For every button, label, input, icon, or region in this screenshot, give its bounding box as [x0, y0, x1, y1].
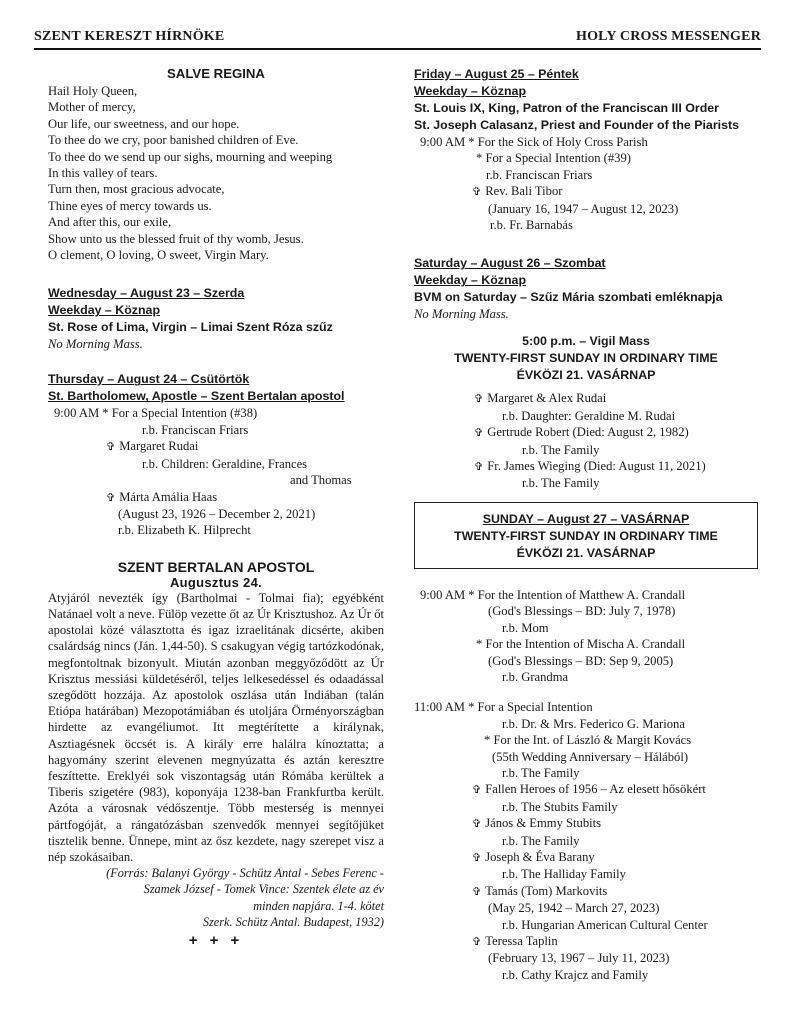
mass-line: r.b. Children: Geraldine, Frances: [142, 456, 308, 471]
salve-line: And after this, our exile,: [48, 215, 172, 230]
sunday-box: [414, 502, 758, 569]
mass-line: r.b. Dr. & Mrs. Federico G. Mariona: [502, 716, 685, 731]
thu-saint: St. Bartholomew, Apostle – Szent Bertalan apostol: [48, 389, 345, 404]
deceased-name: Fr. James Wieging (Died: August 11, 2021): [487, 459, 706, 474]
left-column: [48, 66, 384, 949]
sat-type: Weekday – Köznap: [414, 273, 527, 288]
deceased-name: Gertrude Robert (Died: August 2, 1982): [487, 425, 689, 440]
sun-title: TWENTY-FIRST SUNDAY IN ORDINARY TIME: [454, 528, 718, 543]
bertalan-title: SZENT BERTALAN APOSTOL: [117, 558, 315, 575]
source-line: minden napjára. 1-4. kötet: [253, 898, 384, 913]
sat-date: Saturday – August 26 – Szombat: [414, 256, 606, 271]
mass-line: 11:00 AM * For a Special Intention: [414, 700, 593, 715]
thu-date: Thursday – August 24 – Csütörtök: [48, 372, 250, 387]
mass-line: [414, 424, 758, 441]
cross-icon: ✞: [474, 460, 484, 474]
mass-line: (May 25, 1942 – March 27, 2023): [488, 901, 660, 916]
mass-line: [414, 815, 758, 832]
sun-11am: [414, 699, 758, 983]
fri-date: Friday – August 25 – Péntek: [414, 67, 579, 81]
fri-intentions: [414, 134, 758, 233]
deceased-name: Tamás (Tom) Markovits: [485, 883, 608, 898]
source-line: Szamek József - Tomek Vince: Szentek élete az év: [143, 882, 384, 897]
salve-line: Turn then, most gracious advocate,: [48, 182, 225, 197]
mass-line: 9:00 AM * For the Sick of Holy Cross Parish: [420, 135, 648, 149]
salve-line: Show unto us the blessed fruit of thy womb, Jesus.: [48, 231, 304, 246]
mass-line: r.b. Grandma: [502, 669, 569, 684]
mass-line: r.b. The Family: [502, 765, 580, 780]
salve-line: To thee do we send up our sighs, mourning and weeping: [48, 149, 333, 164]
mass-line: r.b. Hungarian American Cultural Center: [502, 917, 708, 932]
deceased-name: Teressa Taplin: [485, 934, 558, 948]
sun-title-hu: ÉVKÖZI 21. VASÁRNAP: [516, 545, 656, 560]
mass-line: r.b. The Halliday Family: [502, 867, 626, 882]
bertalan-subtitle: Augusztus 24.: [169, 574, 263, 590]
fri-type: Weekday – Köznap: [414, 84, 527, 98]
sat-intentions: [414, 390, 758, 491]
deceased-name: Rev. Bali Tibor: [485, 184, 563, 199]
salve-line: Thine eyes of mercy towards us.: [48, 198, 212, 213]
mass-line: [414, 933, 758, 950]
vigil-title: TWENTY-FIRST SUNDAY IN ORDINARY TIME: [454, 351, 718, 366]
cross-icon: ✞: [472, 817, 482, 831]
salve-line: O clement, O loving, O sweet, Virgin Mary.: [48, 248, 269, 263]
source-line: Szerk. Schütz Antal. Budapest, 1932): [202, 914, 384, 929]
mass-line: * For the Int. of László & Margit Kovács: [484, 733, 692, 748]
mass-line: * For the Intention of Mischa A. Crandall: [476, 637, 686, 652]
deceased-name: Fallen Heroes of 1956 – Az elesett hősökért: [485, 782, 706, 797]
mass-line: [48, 489, 384, 506]
thu-intentions: [48, 405, 384, 538]
right-column: [414, 66, 758, 983]
deceased-name: Margaret & Alex Rudai: [487, 391, 607, 406]
salve-line: Hail Holy Queen,: [48, 84, 138, 98]
salve-line: In this valley of tears.: [48, 166, 158, 181]
mass-line: [414, 183, 758, 200]
mass-line: 9:00 AM * For the Intention of Matthew A. Crandall: [420, 587, 686, 602]
cross-icon: ✞: [472, 850, 482, 864]
fri-saint1: St. Louis IX, King, Patron of the Franciscan III Order: [414, 101, 719, 115]
cross-icon: ✞: [472, 185, 482, 199]
sun-9am: [414, 587, 758, 685]
mass-line: [414, 781, 758, 798]
deceased-name: Joseph & Éva Barany: [485, 849, 595, 864]
mass-line: r.b. Cathy Krajcz and Family: [502, 967, 649, 982]
fri-saint2: St. Joseph Calasanz, Priest and Founder of the Piarists: [414, 118, 739, 132]
wed-saint: St. Rose of Lima, Virgin – Limai Szent Róza szűz: [48, 320, 333, 335]
mass-line: r.b. The Family: [502, 833, 580, 848]
mass-line: * For a Special Intention (#39): [476, 151, 631, 166]
ornament: + + +: [188, 931, 244, 949]
mass-line: [48, 438, 384, 455]
mass-line: (God's Blessings – BD: Sep 9, 2005): [488, 653, 674, 668]
deceased-name: János & Emmy Stubits: [485, 816, 602, 831]
mass-line: r.b. Franciscan Friars: [486, 167, 593, 182]
salve-text: [48, 83, 384, 263]
sat-saint: BVM on Saturday – Szűz Mária szombati emléknapja: [414, 290, 723, 305]
salve-line: To thee do we cry, poor banished children of Eve.: [48, 133, 299, 148]
mass-line: r.b. The Stubits Family: [502, 799, 618, 814]
vigil-time: 5:00 p.m. – Vigil Mass: [522, 334, 650, 349]
cross-icon: ✞: [472, 783, 482, 797]
wed-date: Wednesday – August 23 – Szerda: [48, 286, 245, 301]
cross-icon: ✞: [474, 426, 484, 440]
mass-line: [414, 883, 758, 900]
wed-note: No Morning Mass.: [48, 337, 143, 352]
mass-line: r.b. Daughter: Geraldine M. Rudai: [502, 408, 676, 423]
mass-line: r.b. Mom: [502, 620, 549, 635]
cross-icon: ✞: [106, 490, 116, 504]
sat-note: No Morning Mass.: [414, 307, 509, 322]
salve-title: SALVE REGINA: [167, 66, 265, 81]
mass-line: (January 16, 1947 – August 12, 2023): [488, 201, 679, 216]
mass-line: and Thomas: [290, 473, 352, 488]
header-left: SZENT KERESZT HÍRNÖKE: [34, 29, 225, 44]
mass-line: [414, 390, 758, 407]
mass-line: r.b. The Family: [522, 476, 600, 491]
mass-line: r.b. The Family: [522, 442, 600, 457]
mass-line: (God's Blessings – BD: July 7, 1978): [488, 604, 676, 619]
bertalan-text: Atyjáról nevezték így (Bartholmai - Tolmai fia); egyébként Natánael volt a neve. Fülöp vezette őt az Úr Krisztushoz. Az Úr őt apostolai közé választotta és igaz izraelitának dicsérte, akiben csalárdság nincs (Ján. 1,44-50). S csakugyan végig tartózkodónak, megfontoltnak bizonyult. Miután azonban meggyőződött az Úr Krisztus messiási küldetéséről, teljes lelkesedéssel és odaadással szegődött hozzája. Az apostolok oszlása után Indiában (talán Etiópa határában) Mezopotámiában és utoljára Örményországban hirdette az evangéliumot. Itt megtérítette a királynak, Asztiagésnek öccsét is. A király erre halálra kínoztatta; a hagyomány szerint elevenen megnyúzatta és aztán keresztre feszíttette. Ereklyéi sok viszontagság után Rómába kerültek a Tiberis szigetére (983), koponyája 1238-ban Frankfurtba került. Azóta a városnak védőszentje. Több mesterség is mennyei pártfogóját, a rángatózásban szenvedők mennyei segítőjüket tisztelik benne. Ünnepe, mint az ősz kezdete, nagy szerepet visz a nép szokásaiban.: [48, 590, 384, 864]
wed-type: Weekday – Köznap: [48, 303, 161, 318]
mass-line: (February 13, 1967 – July 11, 2023): [488, 951, 670, 966]
cross-icon: ✞: [106, 440, 116, 454]
mass-line: [414, 458, 758, 475]
sun-date: SUNDAY – August 27 – VASÁRNAP: [482, 511, 690, 526]
vigil-title-hu: ÉVKÖZI 21. VASÁRNAP: [516, 368, 656, 383]
source-line: (Forrás: Balanyi György - Schütz Antal - Sebes Ferenc -: [106, 866, 384, 881]
header-right: HOLY CROSS MESSENGER: [575, 29, 761, 44]
mass-line: 9:00 AM * For a Special Intention (#38): [54, 406, 258, 421]
mass-line: r.b. Franciscan Friars: [142, 422, 249, 437]
mass-line: r.b. Fr. Barnabás: [490, 218, 573, 233]
deceased-name: Margaret Rudai: [119, 439, 199, 454]
page-header: [34, 28, 761, 50]
salve-line: Mother of mercy,: [48, 100, 136, 115]
deceased-name: Márta Amália Haas: [119, 489, 218, 504]
mass-line: (August 23, 1926 – December 2, 2021): [118, 506, 316, 521]
cross-icon: ✞: [474, 392, 484, 406]
cross-icon: ✞: [472, 884, 482, 898]
cross-icon: ✞: [472, 935, 482, 948]
mass-line: (55th Wedding Anniversary – Hálából): [492, 749, 689, 764]
mass-line: [414, 849, 758, 866]
salve-line: Our life, our sweetness, and our hope.: [48, 116, 240, 131]
bertalan-source: [48, 865, 384, 930]
mass-line: r.b. Elizabeth K. Hilprecht: [118, 523, 251, 538]
